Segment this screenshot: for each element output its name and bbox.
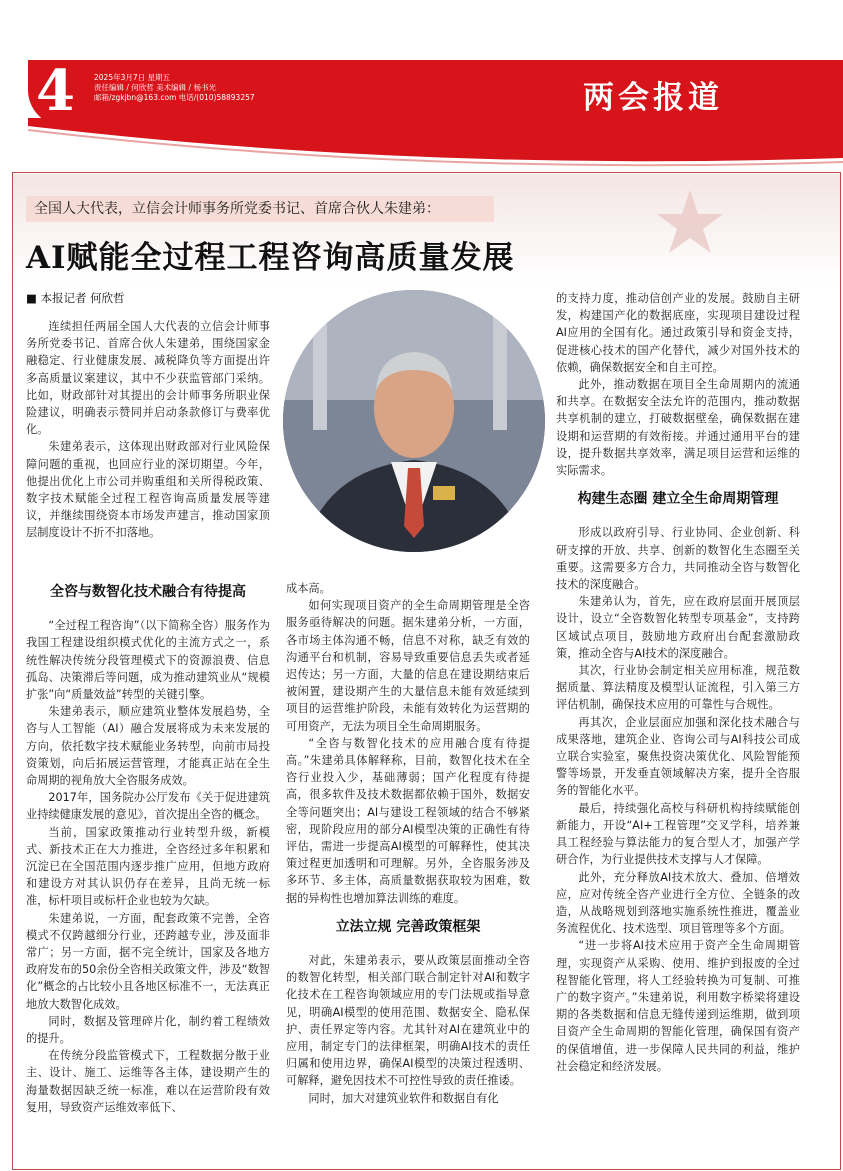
paragraph: 再其次，企业层面应加强和深化技术融合与成果落地，建筑企业、咨询公司与AI科技公司成立联合实验室，聚焦投资决策优化、风险智能预警等场景，开发垂直领域解决方案，提升全咨服务的智能化水平。 — [556, 715, 800, 798]
paragraph: 的支持力度，推动信创产业的发展。鼓励自主研发，构建国产化的数据底座，实现项目建设过程AI应用的全国有化。通过政策引导和资金支持，促进核心技术的国产化替代，减少对国外技术的依赖，确保数据安全和自主可控。 — [556, 292, 800, 374]
paragraph: 朱建弟表示，顺应建筑业整体发展趋势，全咨与人工智能（AI）融合发展将成为未来发展的方向，依托数字技术赋能业务转型，向前市局投资策划，向后拓展运营管理，才能真正站在全生命周期的视角放大全咨服务成效。 — [26, 705, 270, 788]
paragraph: 2017年，国务院办公厅发布《关于促进建筑业持续健康发展的意见》，首次提出全咨的概念。 — [26, 791, 270, 822]
paragraph: “进一步将AI技术应用于资产全生命周期管理，实现资产从采购、使用、维护到报废的全过程智能化管理，将人工经验转换为可复制、可推广的数字资产。”朱建弟说，利用数字桥梁将建设期的各类数据和信息无缝传递到运维期，做到项目资产全生命周期的智能化管理，确保国有资产的保值增值，进一步保障人民共同的利益，维护社会稳定和经济发展。 — [556, 939, 800, 1073]
paragraph: 朱建弟表示，这体现出财政部对行业风险保障问题的重视，也回应行业的深切期望。今年，他提出优化上市公司并购重组和关所得税政策、数字技术赋能全过程工程咨询高质量发展等建议，并继续围绕资本市场发声建言，推动国家顶层制度设计不折不扣落地。 — [26, 440, 270, 540]
paragraph: 在传统分段监管模式下，工程数据分散于业主、设计、施工、运维等各主体，建设期产生的海量数据因缺乏统一标准，难以在运营阶段有效复用，导致资产运维效率低下、 — [26, 1049, 270, 1114]
contact-info: 邮箱/zgkjbn@163.com 电话/(010)58893257 — [94, 93, 255, 102]
paragraph: 朱建弟认为，首先，应在政府层面开展顶层设计，设立“全咨数智化转型专项基金”，支持跨区域试点项目，鼓励地方政府出台配套激励政策，推动全咨与AI技术的深度融合。 — [556, 595, 800, 660]
paragraph: 朱建弟说，一方面，配套政策不完善，全咨模式不仅跨越细分行业，还跨越专业，涉及面非常广；另一方面，据不完全统计，国家及各地方政府发布的50余份全咨相关政策文件，涉及“数智化”概念的占比较小且各地区标准不一，无法真正地放大数智化成效。 — [26, 911, 270, 1011]
article-subhead: 全国人大代表，立信会计师事务所党委书记、首席合伙人朱建弟： — [26, 196, 494, 222]
column-2 — [286, 580, 530, 1107]
portrait-illustration — [283, 290, 545, 552]
section-heading: 构建生态圈 建立全生命周期管理 — [577, 491, 779, 508]
editor-credits: 责任编辑 / 何欣哲 美术编辑 / 杨书光 — [94, 83, 216, 92]
paragraph: “全咨与数智化技术的应用融合度有待提高。”朱建弟具体解释称，目前，数智化技术在全咨行业投入少，基础薄弱；国产化程度有待提高，很多软件及技术数据都依赖于国外，数据安全等问题突出；AI与建设工程领域的结合不够紧密，现阶段应用的部分AI模型决策的正确性有待评估，需进一步提高AI模型的可解释性，使其决策过程更加透明和可理解。另外，全咨服务涉及多环节、多主体，高质量数据获取较为困难，数据的异构性也增加算法训练的难度。 — [286, 736, 530, 905]
column-3 — [556, 290, 800, 1075]
paragraph: 同时，加大对建筑业软件和数据自有化 — [308, 1091, 499, 1105]
article-headline: AI赋能全过程工程咨询高质量发展 — [26, 240, 515, 276]
portrait-photo — [283, 290, 545, 552]
paragraph: 此外，推动数据在项目全生命周期内的流通和共享。在数据安全法允许的范围内，推动数据共享机制的建立，打破数据壁垒，确保数据在建设期和运营期的有效衔接。并通过通用平台的建设，提升数据共享效率，满足项目运营和运维的实际需求。 — [556, 378, 800, 478]
section-heading: 全咨与数智化技术融合有待提高 — [50, 584, 246, 600]
paragraph: 连续担任两届全国人大代表的立信会计师事务所党委书记、首席合伙人朱建弟，围绕国家金融稳定、行业健康发展、减税降负等方面提出许多高质量议案建议，其中不少获监管部门采纳。比如，财政部针对其提出的会计师事务所职业保险建议，明确表示赞同并启动条款修订与费率优化。 — [26, 320, 270, 437]
paragraph: 同时，数据及管理碎片化，制约着工程绩效的提升。 — [26, 1014, 270, 1046]
paragraph: 形成以政府引导、行业协同、企业创新、科研支撑的开放、共享、创新的数智化生态圈至关重要。这需要多方合力，共同推动全咨与数智化技术的深度融合。 — [556, 526, 800, 592]
page-number: 4 — [36, 58, 75, 124]
paragraph: 当前，国家政策推动行业转型升级，新模式、新技术正在大力推进，全咨经过多年积累和沉淀已在全国范围内逐步推广应用，但地方政府和建设方对其认识仍存在差异，且尚无统一标准，标杆项目或标杆企业也较为欠缺。 — [26, 825, 270, 908]
banner-sweep-decoration — [0, 118, 843, 178]
header-meta — [94, 73, 255, 103]
issue-date: 2025年3月7日 星期五 — [94, 73, 171, 82]
paragraph: 对此，朱建弟表示，要从政策层面推动全咨的数智化转型，相关部门联合制定针对AI和数字化技术在工程咨询领域应用的专门法规或指导意见，明确AI模型的使用范围、数据安全、隐私保护、责任界定等内容。尤其针对AI在建筑业中的应用，制定专门的法律框架，明确AI技术的责任归属和使用边界，确保AI模型的决策过程透明、可解释，避免因技术不可控性导致的责任推诿。 — [286, 954, 530, 1088]
paragraph: 此外，充分释放AI技术放大、叠加、倍增效应，应对传统全咨产业进行全方位、全链条的改造，从战略规划到落地实施系统性推进，覆盖业务流程优化、技术选型、项目管理等多个方面。 — [556, 870, 800, 936]
paragraph: 成本高。 — [286, 582, 331, 595]
section-title: 两会报道 — [583, 80, 723, 116]
paragraph: 其次，行业协会制定相关应用标准，规范数据质量、算法精度及模型认证流程，引入第三方评估机制，确保技术应用的可靠性与合规性。 — [556, 664, 800, 712]
article-byline: ■ 本报记者 何欣哲 — [26, 291, 125, 305]
section-heading: 立法立规 完善政策框架 — [335, 918, 481, 935]
paragraph: “全过程工程咨询”（以下简称全咨）服务作为我国工程建设组织模式优化的主流方式之一，系统性解决传统分段管理模式下的资源浪费、信息孤岛、决策滞后等问题，成为推动建筑业从“规模扩张”向“质量效益”转型的关键引擎。 — [26, 619, 270, 702]
paragraph: 最后，持续强化高校与科研机构持续赋能创新能力，开设“AI+工程管理”交叉学科，培养兼具工程经验与算法能力的复合型人才，加强产学研合作，为行业提供技术支撑与人才保障。 — [556, 801, 800, 867]
paragraph: 如何实现项目资产的全生命周期管理是全咨服务亟待解决的问题。据朱建弟分析，一方面，各市场主体沟通不畅，信息不对称，缺乏有效的沟通平台和机制，容易导致重要信息丢失或者延迟传达；另一方面，大量的信息在建设期结束后被闲置，建设期产生的大量信息未能有效延续到项目的运营维护阶段，未能有效转化为运营期的可用资产，无法为项目全生命周期服务。 — [286, 599, 530, 733]
column-1-section — [26, 572, 270, 1116]
column-1-intro — [26, 318, 270, 542]
